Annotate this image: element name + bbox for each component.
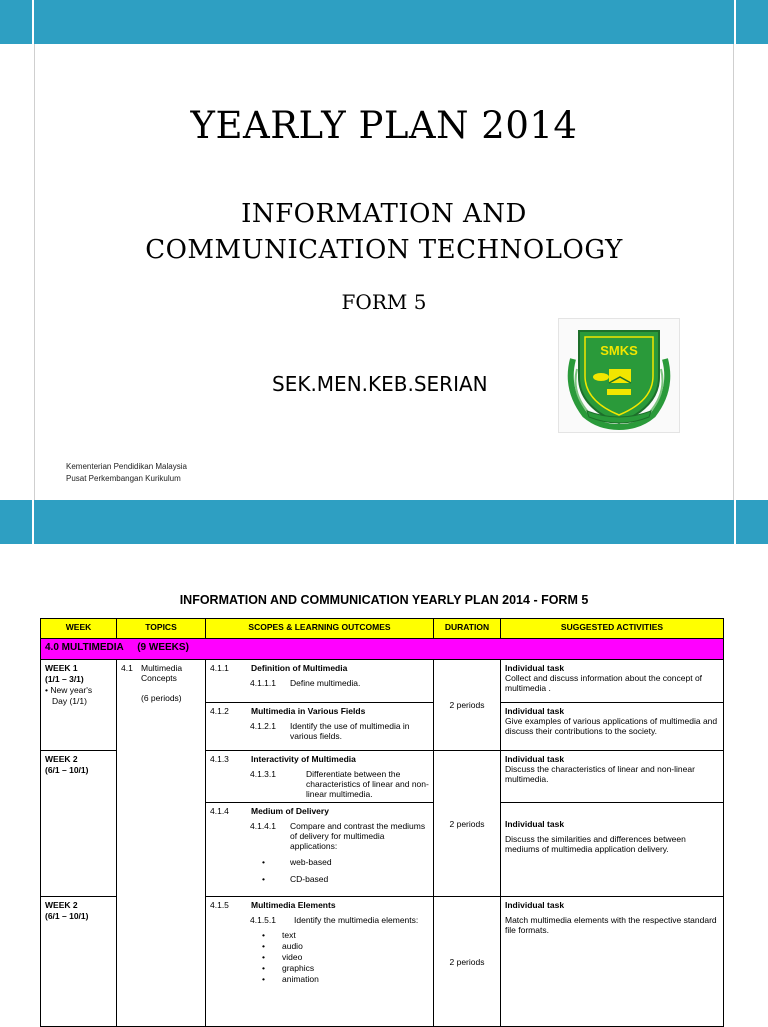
topic-name-2: Concepts	[141, 673, 177, 683]
scope-cell	[206, 660, 434, 703]
week-cell	[41, 751, 117, 897]
week-label: WEEK 1	[45, 663, 78, 673]
school-name: SEK.MEN.KEB.SERIAN	[272, 372, 488, 396]
activity-cell	[501, 703, 724, 751]
week-range: (1/1 – 3/1)	[45, 674, 84, 684]
outcome-text: Differentiate between the characteristics of linear and non-linear multimedia.	[306, 769, 429, 799]
plan-title: INFORMATION AND COMMUNICATION YEARLY PLAN 2014 - FORM 5	[179, 593, 589, 607]
list-item: • text	[210, 930, 429, 941]
list-item: • audio	[210, 941, 429, 952]
activity-cell	[501, 803, 724, 897]
scope-cell	[206, 803, 434, 897]
logo-text: SMKS	[600, 343, 638, 358]
activity-heading: Individual task	[505, 900, 565, 910]
left-gap	[32, 0, 34, 545]
header-duration: DURATION	[434, 619, 501, 639]
week-cell	[41, 897, 117, 1027]
cover-subtitle: INFORMATION AND COMMUNICATION TECHNOLOGY	[145, 199, 623, 265]
header-week: WEEK	[41, 619, 117, 639]
bottom-banner	[0, 500, 768, 544]
scope-title: Interactivity of Multimedia	[251, 754, 356, 764]
week-note: • New year's	[45, 685, 93, 695]
scope-title: Multimedia Elements	[251, 900, 336, 910]
yearly-plan-table	[40, 618, 724, 1027]
week-label: WEEK 2	[45, 900, 78, 910]
ministry-line-2: Pusat Perkembangan Kurikulum	[66, 474, 181, 483]
activity-heading: Individual task	[505, 754, 565, 764]
activity-cell	[501, 897, 724, 1027]
outcome-number: 4.1.4.1	[250, 821, 276, 831]
activity-text: Discuss the characteristics of linear and non-linear multimedia.	[505, 764, 695, 784]
outcome-text: Compare and contrast the mediums of delivery for multimedia applications:	[290, 821, 426, 851]
outcome-text: Identify the multimedia elements:	[294, 915, 419, 925]
cover-title: YEARLY PLAN 2014	[190, 104, 578, 147]
duration-cell: 2 periods	[434, 897, 501, 1027]
unit-row	[41, 639, 724, 660]
scope-title: Medium of Delivery	[251, 806, 329, 816]
cover-form: FORM 5	[341, 290, 427, 314]
outcome-number: 4.1.3.1	[250, 769, 276, 779]
ministry-line-1: Kementerian Pendidikan Malaysia	[66, 462, 187, 471]
ministry-info	[66, 461, 187, 485]
week-label: WEEK 2	[45, 754, 78, 764]
activity-cell	[501, 751, 724, 803]
activity-text: Match multimedia elements with the respective standard file formats.	[505, 915, 717, 935]
elements-list	[210, 930, 429, 985]
outcome-number: 4.1.1.1	[250, 678, 276, 688]
scope-number: 4.1.1	[210, 663, 229, 673]
school-crest-icon	[559, 319, 679, 432]
activity-text: Discuss the similarities and differences between mediums of multimedia application delivery.	[505, 834, 686, 854]
scope-number: 4.1.4	[210, 806, 229, 816]
scope-number: 4.1.5	[210, 900, 229, 910]
list-item: • graphics	[210, 963, 429, 974]
topic-cell	[117, 660, 206, 1027]
list-item: • web-based	[210, 857, 429, 868]
school-logo	[558, 318, 680, 433]
list-item: • video	[210, 952, 429, 963]
delivery-list	[210, 857, 429, 885]
activity-heading: Individual task	[505, 663, 565, 673]
outcome-number: 4.1.2.1	[250, 721, 276, 731]
activity-text: Collect and discuss information about the concept of multimedia .	[505, 673, 703, 693]
top-banner	[0, 0, 768, 44]
topic-name-1: Multimedia	[141, 663, 183, 673]
scope-cell	[206, 897, 434, 1027]
week-note-2: Day (1/1)	[52, 696, 87, 706]
outcome-text: Define multimedia.	[290, 678, 361, 688]
activity-text: Give examples of various applications of multimedia and discuss their contributions to the society.	[505, 716, 718, 736]
topic-periods: (6 periods)	[141, 693, 182, 703]
outcome-text: Identify the use of multimedia in various fields.	[290, 721, 410, 741]
duration-cell: 2 periods	[434, 660, 501, 751]
outcome-number: 4.1.5.1	[250, 915, 276, 925]
unit-title: 4.0 MULTIMEDIA (9 WEEKS)	[41, 639, 724, 660]
week-range: (6/1 – 10/1)	[45, 911, 89, 921]
scope-number: 4.1.3	[210, 754, 229, 764]
topic-number: 4.1	[121, 663, 133, 673]
activity-cell	[501, 660, 724, 703]
header-activities: SUGGESTED ACTIVITIES	[501, 619, 724, 639]
table-header-row	[41, 619, 724, 639]
list-item: • animation	[210, 974, 429, 985]
scope-cell	[206, 703, 434, 751]
scope-title: Definition of Multimedia	[251, 663, 348, 673]
duration-cell: 2 periods	[434, 751, 501, 897]
week-cell	[41, 660, 117, 751]
header-scopes: SCOPES & LEARNING OUTCOMES	[206, 619, 434, 639]
scope-cell	[206, 751, 434, 803]
activity-heading: Individual task	[505, 819, 565, 829]
week-range: (6/1 – 10/1)	[45, 765, 89, 775]
scope-title: Multimedia in Various Fields	[251, 706, 366, 716]
list-item: • CD-based	[210, 874, 429, 885]
scope-number: 4.1.2	[210, 706, 229, 716]
header-topics: TOPICS	[117, 619, 206, 639]
table-row	[41, 660, 724, 703]
right-gap	[734, 0, 736, 545]
activity-heading: Individual task	[505, 706, 565, 716]
